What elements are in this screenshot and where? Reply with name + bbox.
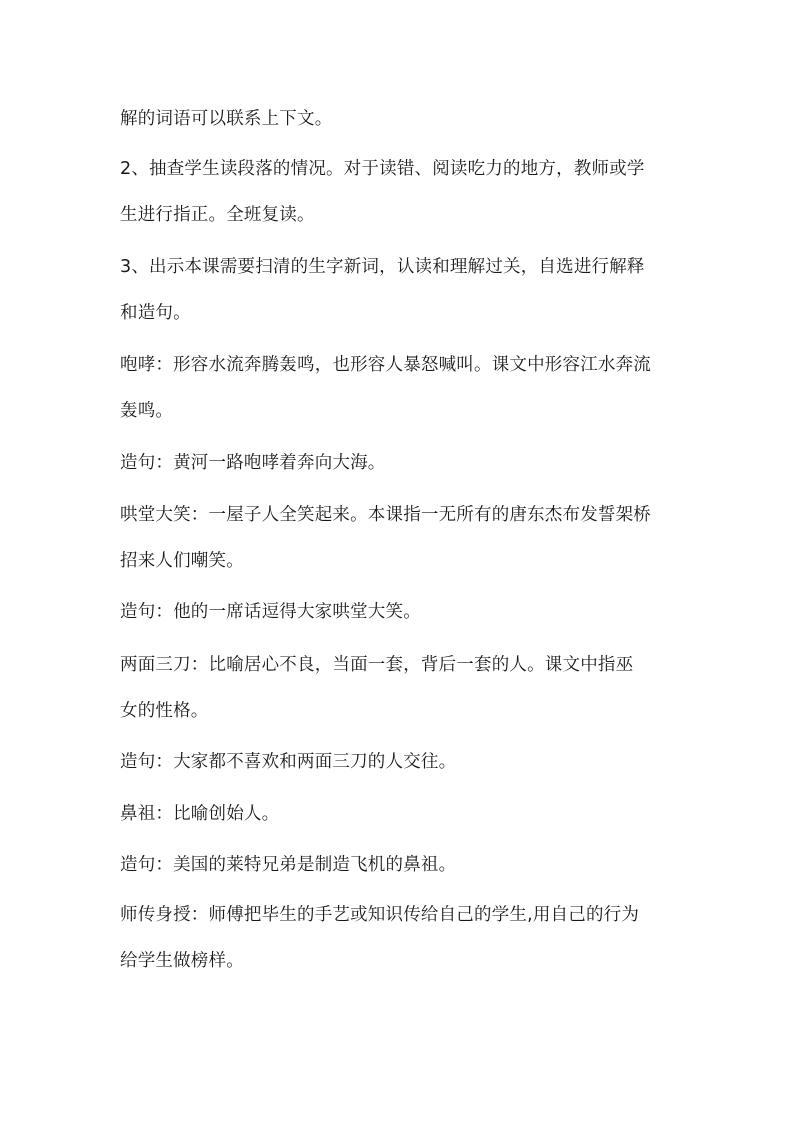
paragraph-line: 招来人们嘲笑。 <box>120 551 244 571</box>
paragraph-line: 鼻祖：比喻创始人。 <box>120 804 280 824</box>
paragraph-line: 3、出示本课需要扫清的生字新词，认读和理解过关，自选进行解释 <box>120 257 645 277</box>
paragraph-4 <box>120 342 680 434</box>
paragraph-8 <box>120 642 680 734</box>
paragraph-7 <box>120 589 680 635</box>
paragraph-3 <box>120 244 680 336</box>
paragraph-line: 造句：他的一席话逗得大家哄堂大笑。 <box>120 602 421 622</box>
paragraph-line: 咆哮：形容水流奔腾轰鸣，也形容人暴怒喊叫。课文中形容江水奔流 <box>120 355 651 375</box>
paragraph-line: 给学生做榜样。 <box>120 951 244 971</box>
paragraph-line: 造句：美国的莱特兄弟是制造飞机的鼻祖。 <box>120 855 457 875</box>
paragraph-line: 2、抽查学生读段落的情况。对于读错、阅读吃力的地方，教师或学 <box>120 159 645 179</box>
paragraph-line: 造句：大家都不喜欢和两面三刀的人交往。 <box>120 752 457 772</box>
paragraph-line: 女的性格。 <box>120 701 209 721</box>
paragraph-2 <box>120 146 680 238</box>
paragraph-12 <box>120 892 680 984</box>
paragraph-line: 造句：黄河一路咆哮着奔向大海。 <box>120 453 386 473</box>
paragraph-1 <box>120 96 680 142</box>
paragraph-line: 轰鸣。 <box>120 401 174 421</box>
paragraph-line: 师传身授：师傅把毕生的手艺或知识传给自己的学生,用自己的行为 <box>120 905 640 925</box>
paragraph-10 <box>120 791 680 837</box>
paragraph-line: 解的词语可以联系上下文。 <box>120 109 333 129</box>
paragraph-line: 哄堂大笑：一屋子人全笑起来。本课指一无所有的唐东杰布发誓架桥 <box>120 505 651 525</box>
paragraph-line: 两面三刀：比喻居心不良，当面一套，背后一套的人。课文中指巫 <box>120 655 634 675</box>
paragraph-9 <box>120 739 680 785</box>
paragraph-11 <box>120 842 680 888</box>
paragraph-line: 和造句。 <box>120 303 191 323</box>
paragraph-6 <box>120 492 680 584</box>
paragraph-5 <box>120 440 680 486</box>
paragraph-line: 生进行指正。全班复读。 <box>120 205 315 225</box>
